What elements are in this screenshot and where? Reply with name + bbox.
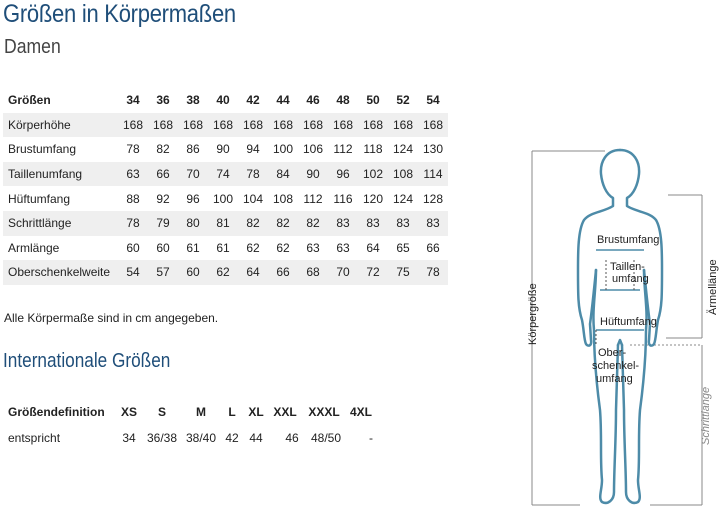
table-row	[3, 211, 448, 236]
table-cell: 62	[246, 240, 260, 255]
size-equivalent: 34	[122, 431, 136, 445]
table-cell: 82	[298, 211, 328, 236]
table-cell: 108	[272, 191, 294, 206]
table-cell: 124	[392, 191, 414, 206]
table-cell: 65	[396, 240, 410, 255]
height-label: Körpergröße	[527, 283, 539, 345]
table-cell: 128	[422, 191, 444, 206]
table-cell: 168	[208, 113, 238, 138]
size-definition: XXXL	[308, 405, 340, 419]
table-cell: 81	[208, 211, 238, 236]
table-cell: 63	[336, 240, 350, 255]
table-cell: 72	[358, 260, 388, 285]
size-header: 46	[306, 93, 320, 108]
table-cell: 168	[388, 113, 418, 138]
waist-label-2: umfang	[612, 273, 649, 285]
table-cell: 82	[238, 211, 268, 236]
table-cell: 64	[238, 260, 268, 285]
table-cell: 168	[418, 113, 448, 138]
table-cell: 82	[156, 142, 170, 157]
table-cell: 96	[328, 162, 358, 187]
size-equivalent: -	[369, 431, 373, 445]
table-cell: 79	[148, 211, 178, 236]
size-equivalent: 38/40	[185, 431, 217, 445]
table-cell: 60	[178, 260, 208, 285]
table-cell: 130	[422, 142, 444, 157]
size-header-label: Größen	[8, 93, 51, 108]
table-cell: 102	[358, 162, 388, 187]
table-row	[3, 162, 448, 187]
size-equivalent: 48/50	[310, 431, 342, 445]
table-row	[3, 236, 448, 261]
row-label: Schrittlänge	[3, 211, 118, 236]
table-cell: 112	[333, 142, 353, 157]
table-cell: 63	[118, 162, 148, 187]
table-cell: 168	[118, 113, 148, 138]
table-cell: 62	[208, 260, 238, 285]
table-cell: 83	[388, 211, 418, 236]
body-measurement-figure	[520, 140, 720, 510]
row-label: Armlänge	[8, 240, 60, 255]
table-cell: 94	[246, 142, 260, 157]
table-cell: 108	[388, 162, 418, 187]
table-cell: 96	[186, 191, 200, 206]
table-cell: 66	[426, 240, 440, 255]
table-cell: 168	[358, 113, 388, 138]
size-definition: XXL	[273, 405, 297, 419]
table-cell: 78	[126, 142, 140, 157]
waist-label-1: Taillen-	[610, 261, 645, 273]
table-cell: 100	[272, 142, 294, 157]
table-cell: 60	[156, 240, 170, 255]
size-definition: S	[157, 405, 167, 419]
size-definition: L	[228, 405, 236, 419]
size-table-header	[3, 88, 448, 113]
table-cell: 90	[216, 142, 230, 157]
size-header: 40	[216, 93, 230, 108]
table-cell: 82	[268, 211, 298, 236]
table-cell: 83	[328, 211, 358, 236]
thigh-label-3: umfang	[596, 373, 633, 385]
row-label: Taillenumfang	[3, 162, 118, 187]
size-equivalent: 46	[285, 431, 299, 445]
arm-length-label: Ärmellänge	[707, 259, 719, 315]
table-cell: 83	[358, 211, 388, 236]
table-cell: 104	[242, 191, 264, 206]
definition-label: Größendefinition	[8, 405, 105, 419]
size-header: 52	[396, 93, 410, 108]
table-cell: 124	[392, 142, 414, 157]
size-definition: XL	[248, 405, 264, 419]
table-cell: 114	[418, 162, 448, 187]
row-label: Körperhöhe	[3, 113, 118, 138]
table-cell: 74	[208, 162, 238, 187]
size-table	[3, 88, 448, 285]
table-cell: 66	[268, 260, 298, 285]
size-definition: XS	[120, 405, 138, 419]
table-cell: 60	[126, 240, 140, 255]
table-cell: 57	[148, 260, 178, 285]
table-cell: 63	[306, 240, 320, 255]
table-cell: 84	[268, 162, 298, 187]
size-definition: 4XL	[349, 405, 373, 419]
table-cell: 106	[302, 142, 324, 157]
table-cell: 90	[298, 162, 328, 187]
row-label: Hüftumfang	[8, 191, 71, 206]
table-row	[3, 113, 448, 138]
table-cell: 168	[178, 113, 208, 138]
size-equivalent: 36/38	[146, 431, 178, 445]
unit-note: Alle Körpermaße sind in cm angegeben.	[4, 311, 219, 325]
international-title: Internationale Größen	[3, 350, 171, 372]
table-cell: 112	[303, 191, 323, 206]
table-cell: 62	[276, 240, 290, 255]
size-equivalent: 42	[225, 431, 239, 445]
table-cell: 61	[186, 240, 200, 255]
table-cell: 86	[186, 142, 200, 157]
row-label: Brustumfang	[8, 142, 77, 157]
size-equivalent: 44	[249, 431, 263, 445]
table-cell: 68	[298, 260, 328, 285]
table-cell: 54	[118, 260, 148, 285]
table-cell: 70	[328, 260, 358, 285]
table-cell: 61	[216, 240, 230, 255]
table-cell: 78	[238, 162, 268, 187]
size-header: 38	[186, 93, 200, 108]
table-cell: 64	[366, 240, 380, 255]
equivalent-label: entspricht	[8, 431, 61, 445]
size-header: 50	[366, 93, 380, 108]
table-row	[3, 137, 448, 162]
table-cell: 75	[388, 260, 418, 285]
table-cell: 168	[238, 113, 268, 138]
size-header: 48	[336, 93, 350, 108]
size-header: 42	[246, 93, 260, 108]
table-cell: 118	[363, 142, 383, 157]
row-label: Oberschenkelweite	[3, 260, 118, 285]
table-cell: 120	[362, 191, 384, 206]
table-cell: 80	[178, 211, 208, 236]
size-header: 54	[426, 93, 440, 108]
thigh-label-1: Ober-	[598, 347, 627, 359]
table-cell: 70	[178, 162, 208, 187]
table-cell: 168	[148, 113, 178, 138]
size-header: 44	[276, 93, 290, 108]
table-cell: 83	[418, 211, 448, 236]
hip-label: Hüftumfang	[600, 316, 657, 328]
table-cell: 168	[268, 113, 298, 138]
table-cell: 168	[298, 113, 328, 138]
page-title: Größen in Körpermaßen	[3, 0, 236, 28]
table-cell: 78	[118, 211, 148, 236]
table-cell: 116	[333, 191, 353, 206]
table-cell: 100	[212, 191, 234, 206]
chest-label: Brustumfang	[597, 234, 660, 246]
size-definition: M	[196, 405, 206, 419]
size-header: 36	[156, 93, 170, 108]
table-row	[3, 260, 448, 285]
page-subtitle: Damen	[4, 36, 61, 58]
table-cell: 88	[126, 191, 140, 206]
inseam-label: Schrittlänge	[700, 386, 712, 445]
table-cell: 78	[418, 260, 448, 285]
table-cell: 168	[328, 113, 358, 138]
table-row	[3, 186, 448, 211]
size-header: 34	[126, 93, 140, 108]
table-cell: 66	[148, 162, 178, 187]
thigh-label-2: schenkel-	[592, 360, 640, 372]
table-cell: 92	[156, 191, 170, 206]
